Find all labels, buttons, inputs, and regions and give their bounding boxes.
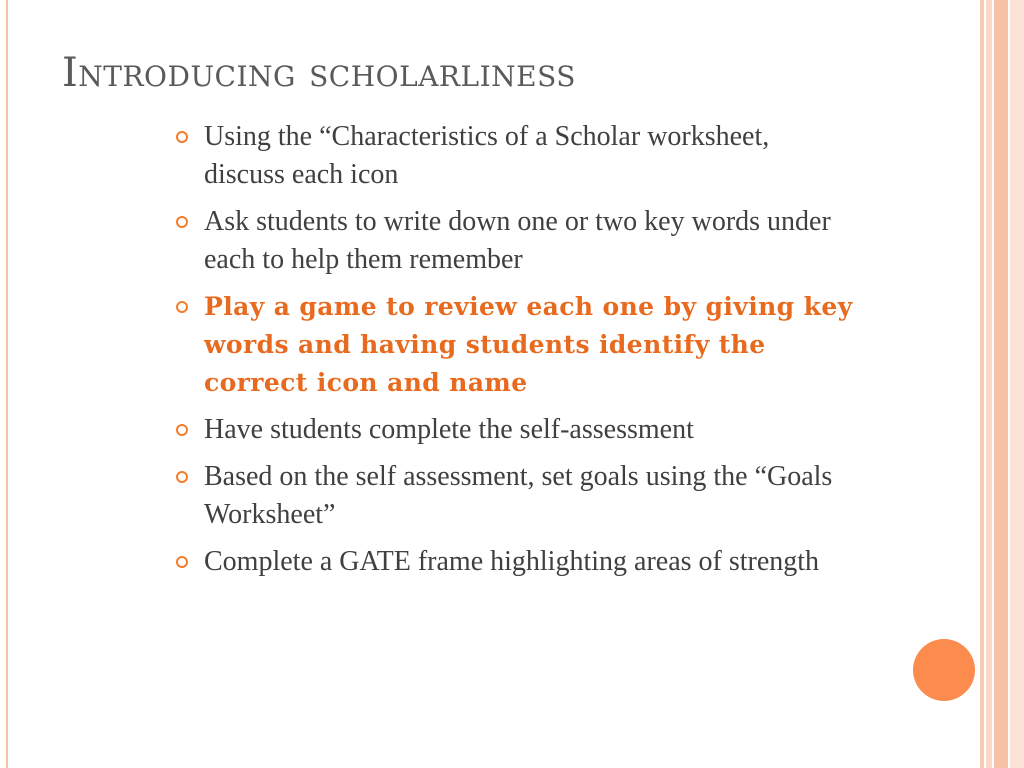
bullet-marker-icon [176,424,188,436]
bullet-text: Have students complete the self-assessment [204,414,694,445]
bullet-marker-icon [176,556,188,568]
bullet-text: Based on the self assessment, set goals using the “Goals Worksheet” [204,461,833,530]
right-stripe [980,0,984,768]
bullet-item [176,543,856,581]
bullet-item [176,118,856,194]
bullet-text: Play a game to review each one by giving key words and having students identify the correct icon and name [204,292,853,397]
right-stripe [1010,0,1024,768]
bullet-text: Ask students to write down one or two key words under each to help them remember [204,206,831,275]
bullet-item [176,411,856,449]
bullet-marker-icon [176,131,188,143]
right-stripe [994,0,1008,768]
left-border-line [6,0,8,768]
slide-title: Introducing scholarliness [62,50,576,96]
bullet-item [176,458,856,534]
bullet-text: Complete a GATE frame highlighting areas of strength [204,546,820,577]
bullet-marker-icon [176,301,188,313]
decorative-circle-icon [913,639,975,701]
bullet-item-highlighted [176,288,856,402]
bullet-marker-icon [176,216,188,228]
right-stripe [986,0,992,768]
bullet-marker-icon [176,471,188,483]
bullet-text: Using the “Characteristics of a Scholar worksheet, discuss each icon [204,121,770,190]
bullet-item [176,203,856,279]
bullet-list [176,118,856,590]
